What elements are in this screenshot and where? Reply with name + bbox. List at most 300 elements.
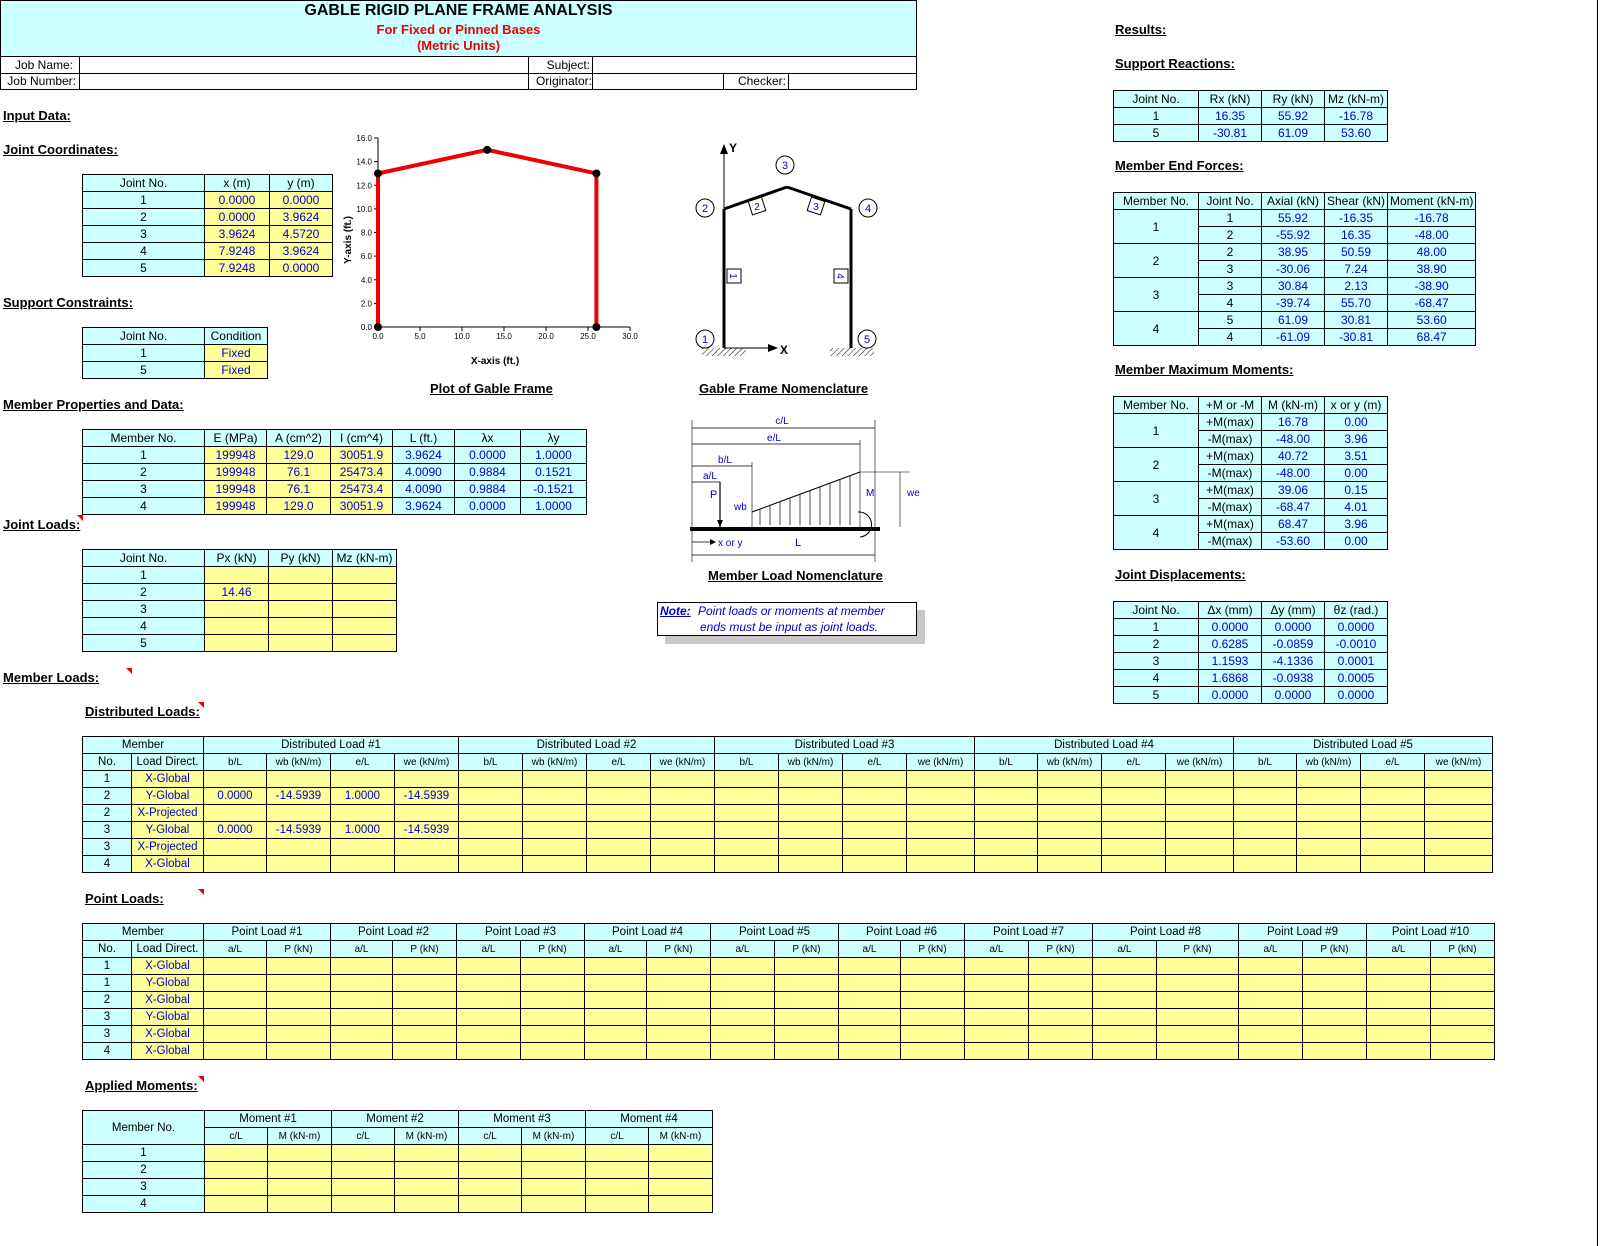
- input-cell[interactable]: 0.0000: [270, 260, 333, 277]
- input-cell[interactable]: [1234, 856, 1297, 873]
- input-cell[interactable]: [1425, 805, 1493, 822]
- input-cell[interactable]: [1029, 1043, 1093, 1060]
- input-cell[interactable]: [1029, 992, 1093, 1009]
- comment-marker[interactable]: [77, 515, 83, 521]
- input-cell[interactable]: [587, 839, 651, 856]
- input-cell[interactable]: [1166, 856, 1234, 873]
- input-cell[interactable]: [651, 805, 715, 822]
- input-cell[interactable]: [1093, 1026, 1157, 1043]
- input-cell[interactable]: 3.9624: [270, 243, 333, 260]
- input-cell[interactable]: 7.9248: [205, 260, 270, 277]
- input-cell[interactable]: [1102, 805, 1166, 822]
- input-cell[interactable]: 30051.9: [331, 498, 393, 515]
- input-cell[interactable]: [331, 975, 393, 992]
- input-cell[interactable]: [522, 1179, 586, 1196]
- input-cell[interactable]: [965, 992, 1029, 1009]
- input-cell[interactable]: [647, 1043, 711, 1060]
- input-cell[interactable]: [711, 975, 775, 992]
- input-cell[interactable]: [205, 635, 269, 652]
- input-cell[interactable]: [1303, 1026, 1367, 1043]
- input-cell[interactable]: [715, 839, 779, 856]
- input-cell[interactable]: [907, 822, 975, 839]
- input-cell[interactable]: [459, 1179, 522, 1196]
- input-cell[interactable]: [965, 1009, 1029, 1026]
- input-cell[interactable]: [395, 805, 459, 822]
- input-cell[interactable]: [267, 1043, 331, 1060]
- input-cell[interactable]: [331, 1026, 393, 1043]
- input-cell[interactable]: [331, 958, 393, 975]
- input-cell[interactable]: [204, 1026, 267, 1043]
- input-cell[interactable]: [975, 788, 1038, 805]
- input-cell[interactable]: [1093, 1043, 1157, 1060]
- input-cell[interactable]: [521, 975, 585, 992]
- input-cell[interactable]: [586, 1196, 649, 1213]
- input-cell[interactable]: [393, 992, 457, 1009]
- input-cell[interactable]: [1102, 839, 1166, 856]
- input-cell[interactable]: [521, 1043, 585, 1060]
- input-cell[interactable]: [1166, 839, 1234, 856]
- input-cell[interactable]: 0.0000: [205, 192, 270, 209]
- input-cell[interactable]: [901, 1043, 965, 1060]
- comment-marker[interactable]: [198, 889, 204, 895]
- input-cell[interactable]: [1102, 856, 1166, 873]
- input-cell[interactable]: [647, 1026, 711, 1043]
- input-cell[interactable]: [393, 958, 457, 975]
- input-cell[interactable]: [1361, 856, 1425, 873]
- input-cell[interactable]: [393, 1009, 457, 1026]
- input-cell[interactable]: [965, 1043, 1029, 1060]
- input-cell[interactable]: [779, 856, 843, 873]
- input-cell[interactable]: 14.46: [205, 584, 269, 601]
- input-cell[interactable]: [523, 856, 587, 873]
- input-cell[interactable]: [1157, 992, 1239, 1009]
- input-cell[interactable]: [205, 567, 269, 584]
- input-cell[interactable]: [1425, 788, 1493, 805]
- input-cell[interactable]: [268, 1145, 332, 1162]
- input-cell[interactable]: [1367, 958, 1431, 975]
- input-cell[interactable]: [843, 771, 907, 788]
- input-cell[interactable]: [459, 856, 523, 873]
- input-cell[interactable]: 199948: [205, 447, 267, 464]
- input-cell[interactable]: [333, 601, 397, 618]
- input-cell[interactable]: [1367, 992, 1431, 1009]
- input-cell[interactable]: [459, 1196, 522, 1213]
- input-cell[interactable]: [459, 822, 523, 839]
- input-cell[interactable]: [1038, 856, 1102, 873]
- input-cell[interactable]: [839, 992, 901, 1009]
- input-cell[interactable]: [1038, 839, 1102, 856]
- input-cell[interactable]: [1239, 992, 1303, 1009]
- input-cell[interactable]: [1093, 958, 1157, 975]
- input-cell[interactable]: 0.0000: [204, 788, 267, 805]
- input-cell[interactable]: [331, 1043, 393, 1060]
- input-cell[interactable]: [1367, 975, 1431, 992]
- input-cell[interactable]: [587, 805, 651, 822]
- input-cell[interactable]: -14.5939: [267, 788, 331, 805]
- input-cell[interactable]: [907, 805, 975, 822]
- load-direction-cell[interactable]: Y-Global: [132, 788, 204, 805]
- input-cell[interactable]: [1361, 839, 1425, 856]
- input-cell[interactable]: [1297, 856, 1361, 873]
- input-cell[interactable]: [521, 958, 585, 975]
- load-direction-cell[interactable]: X-Global: [132, 1043, 204, 1060]
- input-cell[interactable]: [459, 788, 523, 805]
- input-cell[interactable]: 25473.4: [331, 464, 393, 481]
- input-cell[interactable]: 129.0: [267, 447, 331, 464]
- input-cell[interactable]: [523, 822, 587, 839]
- input-cell[interactable]: [332, 1196, 395, 1213]
- input-cell[interactable]: [204, 1043, 267, 1060]
- input-cell[interactable]: [267, 805, 331, 822]
- input-cell[interactable]: 199948: [205, 464, 267, 481]
- input-cell[interactable]: [1303, 958, 1367, 975]
- input-cell[interactable]: [1367, 1026, 1431, 1043]
- input-cell[interactable]: [1303, 1009, 1367, 1026]
- input-cell[interactable]: [1029, 1009, 1093, 1026]
- load-direction-cell[interactable]: Y-Global: [132, 975, 204, 992]
- input-cell[interactable]: [715, 788, 779, 805]
- input-cell[interactable]: [205, 1162, 268, 1179]
- input-cell[interactable]: [586, 1145, 649, 1162]
- input-cell[interactable]: [331, 856, 395, 873]
- input-cell[interactable]: [269, 601, 333, 618]
- input-cell[interactable]: [522, 1145, 586, 1162]
- input-cell[interactable]: [965, 1026, 1029, 1043]
- input-cell[interactable]: [204, 771, 267, 788]
- input-cell[interactable]: [523, 805, 587, 822]
- input-cell[interactable]: 76.1: [267, 464, 331, 481]
- input-cell[interactable]: [647, 1009, 711, 1026]
- input-cell[interactable]: 1.0000: [331, 822, 395, 839]
- checker-field[interactable]: [788, 74, 917, 90]
- input-cell[interactable]: [965, 975, 1029, 992]
- input-cell[interactable]: [647, 975, 711, 992]
- input-cell[interactable]: [395, 839, 459, 856]
- input-cell[interactable]: [843, 839, 907, 856]
- input-cell[interactable]: [333, 567, 397, 584]
- input-cell[interactable]: [1361, 788, 1425, 805]
- input-cell[interactable]: [901, 1026, 965, 1043]
- input-cell[interactable]: [457, 958, 521, 975]
- input-cell[interactable]: [1239, 958, 1303, 975]
- input-cell[interactable]: [715, 822, 779, 839]
- input-cell[interactable]: [333, 635, 397, 652]
- input-cell[interactable]: [205, 1179, 268, 1196]
- input-cell[interactable]: [1239, 1026, 1303, 1043]
- input-cell[interactable]: [647, 992, 711, 1009]
- input-cell[interactable]: [901, 1009, 965, 1026]
- input-cell[interactable]: [205, 1196, 268, 1213]
- input-cell[interactable]: [779, 839, 843, 856]
- input-cell[interactable]: [269, 584, 333, 601]
- input-cell[interactable]: 0.0000: [270, 192, 333, 209]
- input-cell[interactable]: [1239, 975, 1303, 992]
- input-cell[interactable]: [715, 856, 779, 873]
- subject-field[interactable]: [592, 57, 917, 73]
- input-cell[interactable]: [775, 1009, 839, 1026]
- input-cell[interactable]: [1102, 822, 1166, 839]
- input-cell[interactable]: [843, 856, 907, 873]
- input-cell[interactable]: [1093, 975, 1157, 992]
- input-cell[interactable]: [1239, 1043, 1303, 1060]
- input-cell[interactable]: [711, 1026, 775, 1043]
- input-cell[interactable]: [1166, 771, 1234, 788]
- input-cell[interactable]: [522, 1196, 586, 1213]
- input-cell[interactable]: [204, 839, 267, 856]
- input-cell[interactable]: [1361, 822, 1425, 839]
- input-cell[interactable]: 3.9624: [205, 226, 270, 243]
- input-cell[interactable]: [587, 771, 651, 788]
- input-cell[interactable]: [1166, 822, 1234, 839]
- input-cell[interactable]: [901, 958, 965, 975]
- input-cell[interactable]: [268, 1179, 332, 1196]
- input-cell[interactable]: 25473.4: [331, 481, 393, 498]
- input-cell[interactable]: [395, 1196, 459, 1213]
- input-cell[interactable]: [205, 601, 269, 618]
- input-cell[interactable]: [333, 584, 397, 601]
- input-cell[interactable]: [1038, 822, 1102, 839]
- input-cell[interactable]: 199948: [205, 481, 267, 498]
- load-direction-cell[interactable]: X-Projected: [132, 839, 204, 856]
- input-cell[interactable]: [651, 856, 715, 873]
- input-cell[interactable]: [715, 805, 779, 822]
- input-cell[interactable]: [1038, 805, 1102, 822]
- input-cell[interactable]: [587, 788, 651, 805]
- input-cell[interactable]: [585, 1026, 647, 1043]
- input-cell[interactable]: [1431, 1043, 1495, 1060]
- input-cell[interactable]: [711, 992, 775, 1009]
- input-cell[interactable]: [267, 1026, 331, 1043]
- input-cell[interactable]: [269, 618, 333, 635]
- input-cell[interactable]: [585, 958, 647, 975]
- input-cell[interactable]: [1425, 822, 1493, 839]
- input-cell[interactable]: [711, 1009, 775, 1026]
- input-cell[interactable]: [268, 1162, 332, 1179]
- input-cell[interactable]: [649, 1196, 713, 1213]
- input-cell[interactable]: [1234, 771, 1297, 788]
- input-cell[interactable]: [651, 771, 715, 788]
- input-cell[interactable]: [1234, 839, 1297, 856]
- input-cell[interactable]: [775, 992, 839, 1009]
- input-cell[interactable]: [1303, 975, 1367, 992]
- input-cell[interactable]: [1234, 805, 1297, 822]
- input-cell[interactable]: [901, 975, 965, 992]
- input-cell[interactable]: [204, 856, 267, 873]
- input-cell[interactable]: [586, 1179, 649, 1196]
- originator-field[interactable]: [592, 74, 724, 90]
- input-cell[interactable]: 129.0: [267, 498, 331, 515]
- input-cell[interactable]: -14.5939: [267, 822, 331, 839]
- input-cell[interactable]: [457, 992, 521, 1009]
- input-cell[interactable]: [205, 1145, 268, 1162]
- input-cell[interactable]: [1166, 788, 1234, 805]
- input-cell[interactable]: [268, 1196, 332, 1213]
- input-cell[interactable]: [1297, 788, 1361, 805]
- input-cell[interactable]: [839, 1043, 901, 1060]
- input-cell[interactable]: [1234, 822, 1297, 839]
- input-cell[interactable]: [1425, 839, 1493, 856]
- input-cell[interactable]: [267, 992, 331, 1009]
- input-cell[interactable]: 7.9248: [205, 243, 270, 260]
- input-cell[interactable]: [459, 1162, 522, 1179]
- input-cell[interactable]: [331, 771, 395, 788]
- input-cell[interactable]: [1431, 1009, 1495, 1026]
- input-cell[interactable]: [523, 771, 587, 788]
- input-cell[interactable]: [393, 975, 457, 992]
- input-cell[interactable]: [1367, 1009, 1431, 1026]
- input-cell[interactable]: [395, 856, 459, 873]
- input-cell[interactable]: [1102, 788, 1166, 805]
- input-cell[interactable]: [1157, 958, 1239, 975]
- input-cell[interactable]: [1303, 1043, 1367, 1060]
- input-cell[interactable]: [711, 958, 775, 975]
- input-cell[interactable]: [521, 1026, 585, 1043]
- input-cell[interactable]: [1157, 1026, 1239, 1043]
- input-cell[interactable]: [585, 975, 647, 992]
- load-direction-cell[interactable]: Y-Global: [132, 822, 204, 839]
- input-cell[interactable]: [204, 1009, 267, 1026]
- input-cell[interactable]: [1431, 958, 1495, 975]
- input-cell[interactable]: [1361, 805, 1425, 822]
- input-cell[interactable]: 1.0000: [331, 788, 395, 805]
- input-cell[interactable]: [1367, 1043, 1431, 1060]
- input-cell[interactable]: [1166, 805, 1234, 822]
- input-cell[interactable]: [267, 975, 331, 992]
- input-cell[interactable]: [1239, 1009, 1303, 1026]
- input-cell[interactable]: [457, 975, 521, 992]
- input-cell[interactable]: 0.0000: [204, 822, 267, 839]
- input-cell[interactable]: [1425, 856, 1493, 873]
- job-number-field[interactable]: [79, 74, 529, 90]
- input-cell[interactable]: [459, 771, 523, 788]
- input-cell[interactable]: [1038, 788, 1102, 805]
- input-cell[interactable]: [907, 839, 975, 856]
- load-direction-cell[interactable]: X-Global: [132, 771, 204, 788]
- input-cell[interactable]: [521, 1009, 585, 1026]
- input-cell[interactable]: [907, 788, 975, 805]
- input-cell[interactable]: [1157, 1009, 1239, 1026]
- condition-cell[interactable]: Fixed: [205, 345, 268, 362]
- input-cell[interactable]: [779, 805, 843, 822]
- input-cell[interactable]: 0.0000: [205, 209, 270, 226]
- input-cell[interactable]: [779, 822, 843, 839]
- input-cell[interactable]: [585, 1043, 647, 1060]
- input-cell[interactable]: [843, 805, 907, 822]
- comment-marker[interactable]: [126, 668, 132, 674]
- input-cell[interactable]: [523, 839, 587, 856]
- input-cell[interactable]: [965, 958, 1029, 975]
- input-cell[interactable]: [332, 1145, 395, 1162]
- input-cell[interactable]: [267, 771, 331, 788]
- input-cell[interactable]: [204, 805, 267, 822]
- input-cell[interactable]: [267, 839, 331, 856]
- input-cell[interactable]: [843, 788, 907, 805]
- input-cell[interactable]: 4.5720: [270, 226, 333, 243]
- input-cell[interactable]: [651, 822, 715, 839]
- input-cell[interactable]: [649, 1145, 713, 1162]
- input-cell[interactable]: [907, 856, 975, 873]
- input-cell[interactable]: [651, 839, 715, 856]
- input-cell[interactable]: [457, 1043, 521, 1060]
- input-cell[interactable]: [457, 1009, 521, 1026]
- input-cell[interactable]: [393, 1026, 457, 1043]
- input-cell[interactable]: [395, 771, 459, 788]
- input-cell[interactable]: [711, 1043, 775, 1060]
- input-cell[interactable]: [775, 958, 839, 975]
- input-cell[interactable]: 76.1: [267, 481, 331, 498]
- input-cell[interactable]: [1431, 975, 1495, 992]
- input-cell[interactable]: 30051.9: [331, 447, 393, 464]
- input-cell[interactable]: [459, 1145, 522, 1162]
- input-cell[interactable]: [1029, 975, 1093, 992]
- input-cell[interactable]: [333, 618, 397, 635]
- input-cell[interactable]: [839, 1026, 901, 1043]
- input-cell[interactable]: [331, 992, 393, 1009]
- input-cell[interactable]: [779, 771, 843, 788]
- input-cell[interactable]: [587, 856, 651, 873]
- input-cell[interactable]: [395, 1179, 459, 1196]
- input-cell[interactable]: [975, 856, 1038, 873]
- input-cell[interactable]: [1303, 992, 1367, 1009]
- input-cell[interactable]: [775, 975, 839, 992]
- input-cell[interactable]: [587, 822, 651, 839]
- input-cell[interactable]: [393, 1043, 457, 1060]
- input-cell[interactable]: [523, 788, 587, 805]
- input-cell[interactable]: [975, 771, 1038, 788]
- input-cell[interactable]: [1038, 771, 1102, 788]
- input-cell[interactable]: [331, 1009, 393, 1026]
- input-cell[interactable]: [586, 1162, 649, 1179]
- input-cell[interactable]: [204, 975, 267, 992]
- input-cell[interactable]: [204, 958, 267, 975]
- input-cell[interactable]: [332, 1162, 395, 1179]
- input-cell[interactable]: [839, 975, 901, 992]
- input-cell[interactable]: [1093, 1009, 1157, 1026]
- input-cell[interactable]: 3.9624: [270, 209, 333, 226]
- input-cell[interactable]: 199948: [205, 498, 267, 515]
- input-cell[interactable]: [907, 771, 975, 788]
- input-cell[interactable]: [269, 567, 333, 584]
- job-name-field[interactable]: [79, 57, 529, 73]
- input-cell[interactable]: [975, 839, 1038, 856]
- input-cell[interactable]: [775, 1026, 839, 1043]
- load-direction-cell[interactable]: X-Projected: [132, 805, 204, 822]
- input-cell[interactable]: [267, 856, 331, 873]
- input-cell[interactable]: [332, 1179, 395, 1196]
- input-cell[interactable]: [843, 822, 907, 839]
- input-cell[interactable]: [647, 958, 711, 975]
- condition-cell[interactable]: Fixed: [205, 362, 268, 379]
- load-direction-cell[interactable]: X-Global: [132, 856, 204, 873]
- input-cell[interactable]: [715, 771, 779, 788]
- input-cell[interactable]: [839, 1009, 901, 1026]
- input-cell[interactable]: [1102, 771, 1166, 788]
- input-cell[interactable]: -14.5939: [395, 788, 459, 805]
- load-direction-cell[interactable]: Y-Global: [132, 1009, 204, 1026]
- input-cell[interactable]: [457, 1026, 521, 1043]
- input-cell[interactable]: [975, 805, 1038, 822]
- input-cell[interactable]: [1297, 839, 1361, 856]
- input-cell[interactable]: [1234, 788, 1297, 805]
- input-cell[interactable]: [901, 992, 965, 1009]
- input-cell[interactable]: [267, 1009, 331, 1026]
- input-cell[interactable]: [459, 839, 523, 856]
- input-cell[interactable]: [975, 822, 1038, 839]
- comment-marker[interactable]: [198, 1076, 204, 1082]
- input-cell[interactable]: [459, 805, 523, 822]
- input-cell[interactable]: -14.5939: [395, 822, 459, 839]
- input-cell[interactable]: [1157, 975, 1239, 992]
